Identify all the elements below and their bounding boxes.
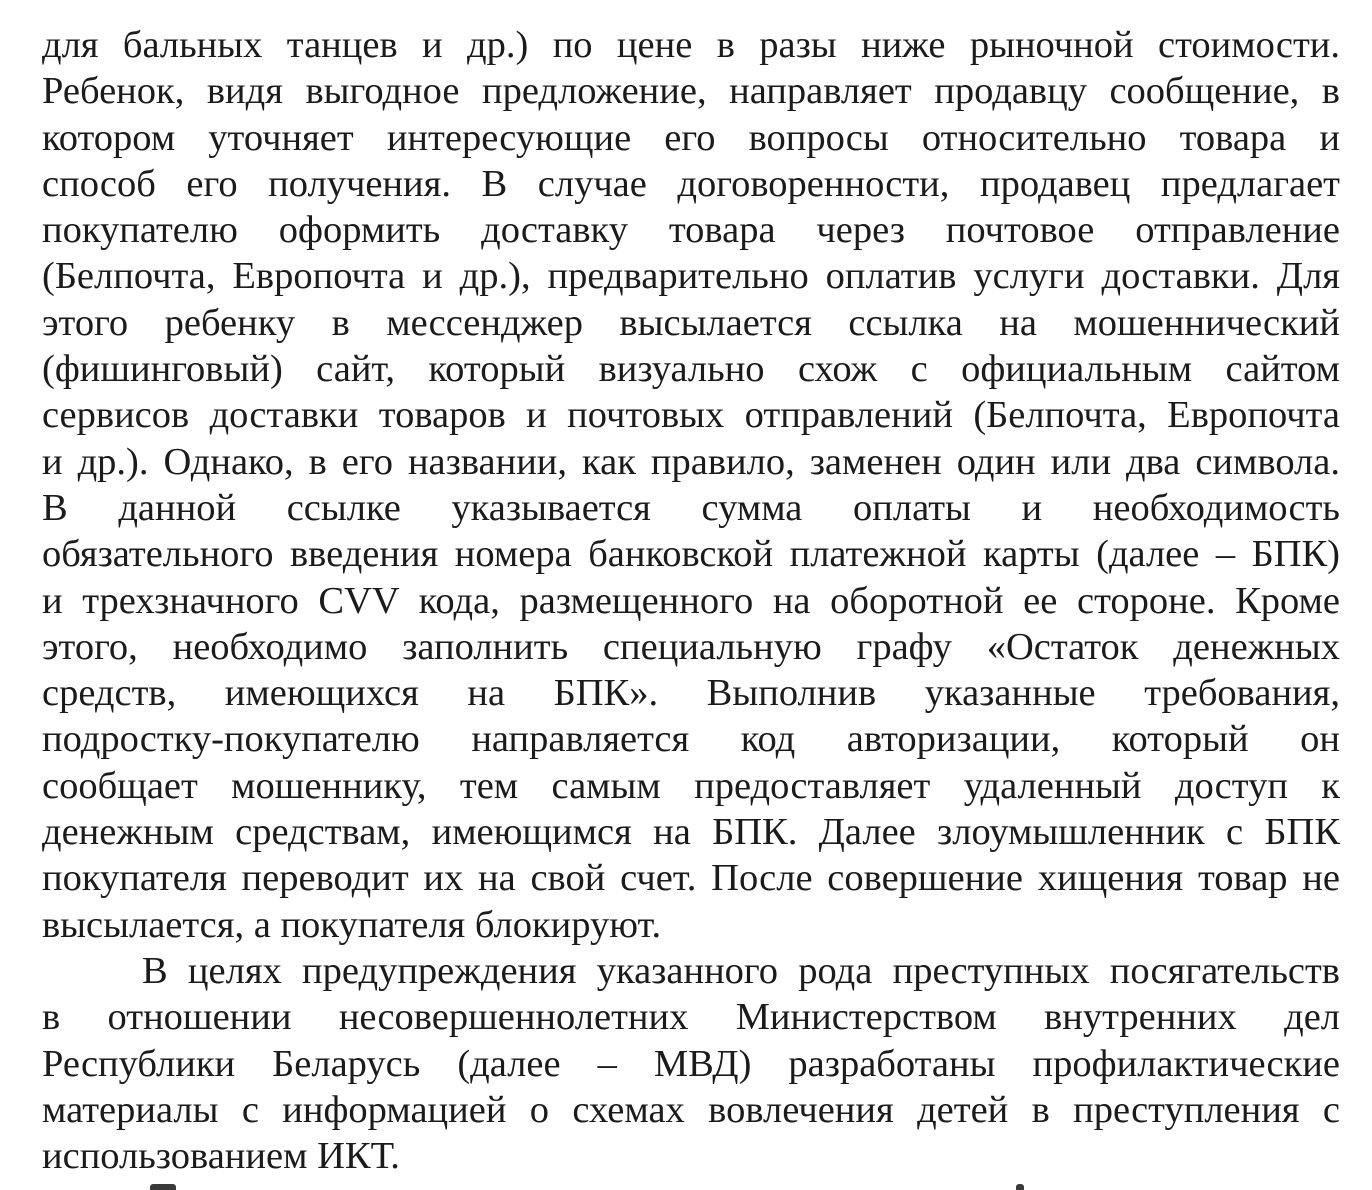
paragraph-2 <box>42 948 1340 1179</box>
text-line: покупателя переводит их на свой счет. После совершение хищения товар не <box>42 857 1340 900</box>
text-line: сервисов доставки товаров и почтовых отправлений (Белпочта, Европочта <box>42 394 1340 437</box>
text-line: этого ребенку в мессенджер высылается ссылка на мошеннический <box>42 301 1340 344</box>
text-line: способ его получения. В случае договоренности, продавец предлагает <box>42 162 1340 205</box>
text-line: покупателю оформить доставку товара через почтовое отправление <box>42 209 1340 252</box>
text-line: денежным средствам, имеющимся на БПК. Далее злоумышленник с БПК <box>42 811 1340 854</box>
text-line: в отношении несовершеннолетних Министерством внутренних дел <box>42 996 1340 1039</box>
text-line: Ребенок, видя выгодное предложение, направляет продавцу сообщение, в <box>42 70 1340 113</box>
text-line: высылается, а покупателя блокируют. <box>42 903 662 946</box>
text-line: обязательного введения номера банковской платежной карты (далее – БПК) <box>42 533 1340 576</box>
text-line: подростку-покупателю направляется код авторизации, который он <box>42 718 1340 761</box>
text-line: (фишинговый) сайт, который визуально схож с официальным сайтом <box>42 348 1340 391</box>
text-line: материалы с информацией о схемах вовлечения детей в преступления с <box>42 1088 1340 1131</box>
text-line: котором уточняет интересующие его вопросы относительно товара и <box>42 116 1340 159</box>
text-line: В целях предупреждения указанного рода преступных посягательств <box>142 949 1340 992</box>
document-page <box>42 22 1340 1179</box>
text-line: для бальных танцев и др.) по цене в разы ниже рыночной стоимости. <box>42 24 1340 66</box>
cut-off-next-line <box>0 1176 1372 1190</box>
paragraph-1 <box>42 22 1340 948</box>
text-line: (Белпочта, Европочта и др.), предварительно оплатив услуги доставки. Для <box>42 255 1340 298</box>
text-line: В данной ссылке указывается сумма оплаты и необходимость <box>42 486 1340 529</box>
text-line: и трехзначного CVV кода, размещенного на оборотной ее стороне. Кроме <box>42 579 1340 622</box>
text-line: использованием ИКТ. <box>42 1135 400 1178</box>
text-line: сообщает мошеннику, тем самым предоставляет удаленный доступ к <box>42 764 1340 807</box>
text-line: Республики Беларусь (далее – МВД) разработаны профилактические <box>42 1042 1340 1085</box>
text-line: этого, необходимо заполнить специальную графу «Остаток денежных <box>42 625 1340 668</box>
text-line: средств, имеющихся на БПК». Выполнив указанные требования, <box>42 672 1340 715</box>
text-line: и др.). Однако, в его названии, как правило, заменен один или два символа. <box>42 440 1340 483</box>
